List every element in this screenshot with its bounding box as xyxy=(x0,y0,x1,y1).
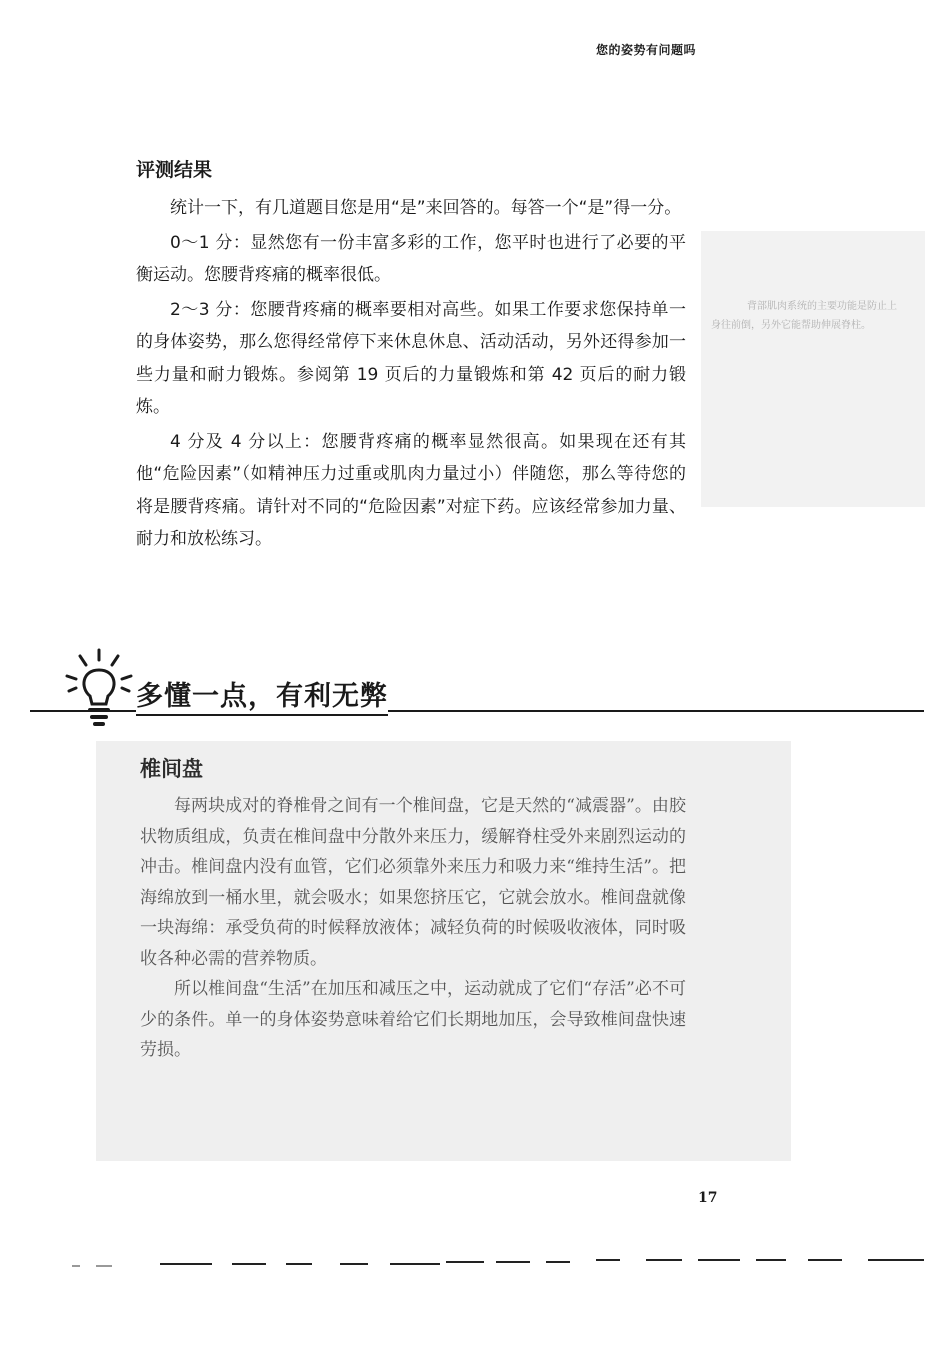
footer-scan-lines xyxy=(0,1240,952,1280)
running-header: 您的姿势有问题吗 xyxy=(596,43,697,57)
evaluation-title: 评测结果 xyxy=(136,159,213,181)
section-heading: 多懂一点，有利无弊 xyxy=(136,674,388,716)
evaluation-paragraph-1: 统计一下，有几道题目您是用“是”来回答的。每答一个“是”得一分。 xyxy=(170,198,682,218)
info-box-paragraph-1: 每两块成对的脊椎骨之间有一个椎间盘，它是天然的“减震器”。由胶状物质组成，负责在椎间盘中分散外来压力，缓解脊柱受外来剧烈运动的冲击。椎间盘内没有血管，它们必须靠外来压力和吸力来“维持生活”。把海绵放到一桶水里，就会吸水；如果您挤压它，它就会放水。椎间盘就像一块海绵：承受负荷的时候释放液体；减轻负荷的时候吸收液体，同时吸收各种必需的营养物质。 xyxy=(140,796,686,969)
info-box-body xyxy=(140,791,686,1066)
evaluation-paragraph-4: 4 分及 4 分以上：您腰背疼痛的概率显然很高。如果现在还有其他“危险因素”（如精神压力过重或肌肉力量过小）伴随您，那么等待您的将是腰背疼痛。请针对不同的“危险因素”对症下药。应该经常参加力量、耐力和放松练习。 xyxy=(136,431,686,549)
page-number: 17 xyxy=(698,1190,718,1206)
info-box-paragraph-2: 所以椎间盘“生活”在加压和减压之中，运动就成了它们“存活”必不可少的条件。单一的身体姿势意味着给它们长期地加压，会导致椎间盘快速劳损。 xyxy=(140,979,686,1060)
evaluation-paragraph-2: 0～1 分：显然您有一份丰富多彩的工作，您平时也进行了必要的平衡运动。您腰背疼痛的概率很低。 xyxy=(136,232,686,285)
info-box xyxy=(96,741,791,1161)
lightbulb-icon xyxy=(64,646,134,736)
margin-note-text: 背部肌肉系统的主要功能是防止上身往前倒，另外它能帮助伸展脊柱。 xyxy=(711,301,897,331)
info-box-title: 椎间盘 xyxy=(140,756,203,781)
evaluation-paragraph-3: 2～3 分：您腰背疼痛的概率要相对高些。如果工作要求您保持单一的身体姿势，那么您得经常停下来休息休息、活动活动，另外还得参加一些力量和耐力锻炼。参阅第 19 页后的力量锻炼和第 42 页后的耐力锻炼。 xyxy=(136,299,686,417)
margin-note xyxy=(701,231,925,507)
evaluation-section xyxy=(136,155,686,558)
